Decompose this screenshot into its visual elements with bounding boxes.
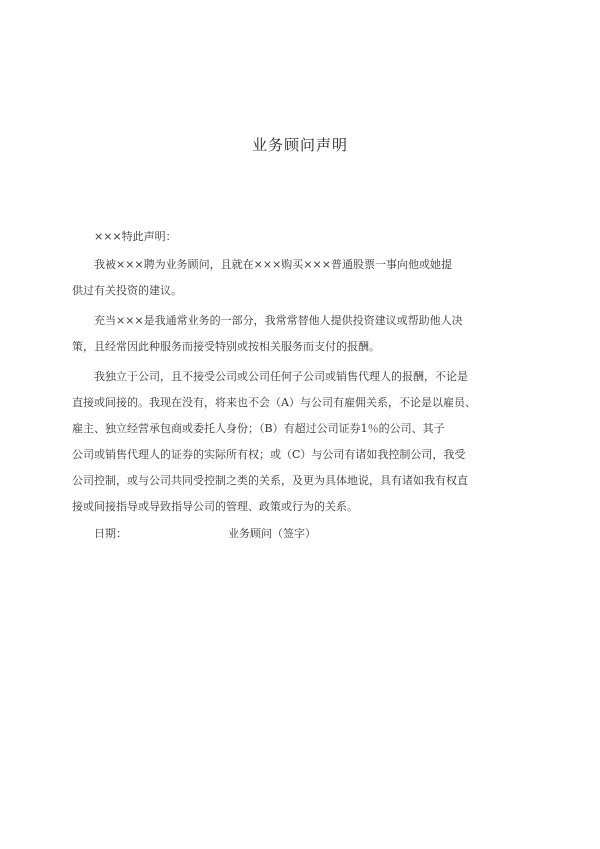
paragraph-line: 我独立于公司，且不接受公司或公司任何子公司或销售代理人的报酬，不论是 [94, 370, 468, 383]
date-label: 日期： [94, 527, 127, 540]
signature-label: 业务顾问（签字） [228, 527, 316, 540]
document-title: 业务顾问声明 [251, 136, 348, 154]
paragraph-1 [72, 252, 494, 304]
paragraph-3 [72, 364, 494, 520]
paragraph-line: 接或间接指导或导致指导公司的管理、政策或行为的关系。 [72, 500, 358, 513]
paragraph-line: 直接或间接的。我现在没有，将来也不会（A）与公司有雇佣关系，不论是以雇员、 [72, 396, 476, 409]
paragraph-line: 充当×××是我通常业务的一部分，我常常替他人提供投资建议或帮助他人决 [94, 314, 463, 327]
paragraph-line: 供过有关投资的建议。 [72, 284, 182, 297]
salutation: ×××特此声明： [94, 230, 177, 243]
paragraph-line: 雇主、独立经营承包商或委托人身份；（B）有超过公司证券1％的公司、其子 [72, 422, 445, 435]
paragraph-line: 策，且经常因此种服务而接受特别或按相关服务而支付的报酬。 [72, 340, 380, 353]
paragraph-line: 公司或销售代理人的证券的实际所有权；或（C）与公司有诸如我控制公司，我受 [72, 448, 466, 461]
paragraph-line: 我被×××聘为业务顾问，且就在×××购买×××普通股票一事向他或她提 [94, 258, 452, 271]
paragraph-2 [72, 308, 494, 360]
paragraph-line: 公司控制，或与公司共同受控制之类的关系，及更为具体地说，具有诸如我有权直 [72, 474, 468, 487]
document-body [72, 252, 494, 520]
